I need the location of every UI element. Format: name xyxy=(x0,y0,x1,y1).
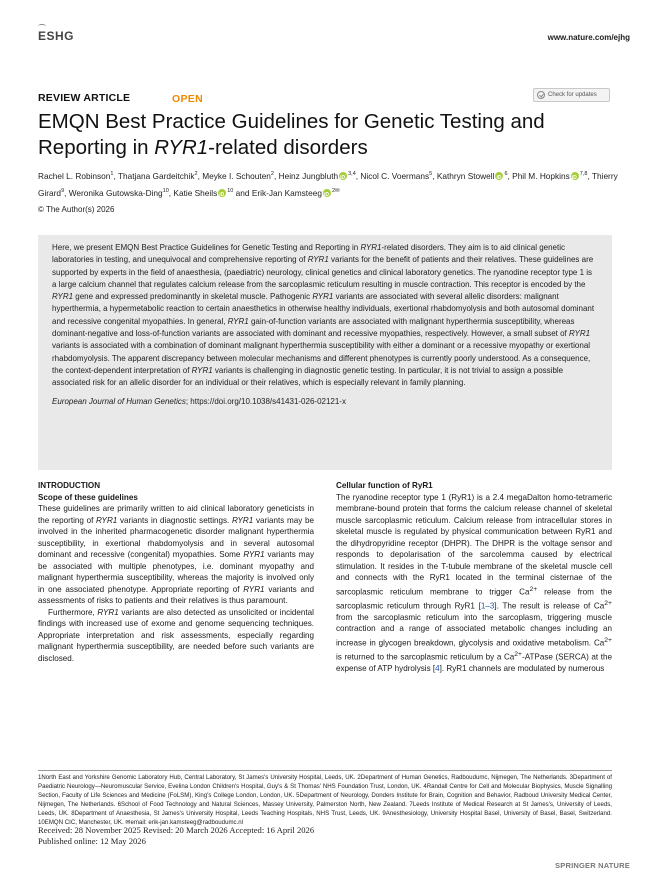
gene-name: RYR1 xyxy=(231,515,254,525)
published-date: Published online: 12 May 2026 xyxy=(38,836,146,846)
article-type: REVIEW ARTICLE xyxy=(38,92,131,104)
abstract-box xyxy=(38,235,612,470)
citation xyxy=(52,396,598,408)
abstract-text: Here, we present EMQN Best Practice Guidelines for Genetic Testing and Reporting in RYR1-related disorders. They aim is to aid clinical genetic laboratories in testing, and unequivocal and comprehensive reporting of RYR1 variants for the benefit of patients and their relatives. These guidelines are supported by experts in the field of anaesthesia, (paediatric) neurology, clinical genetics and clinical laboratory genetics. The ryanodine receptor type 1 is a large calcium channel that regulates calcium release from the sarcoplasmic reticulum resulting in muscle contraction. This receptor is encoded by the RYR1 gene and expressed predominantly in skeletal muscle. Pathogenic RYR1 variants are associated with several allelic disorders: malignant hyperthermia, a hypermetabolic reaction to certain anaesthetics in otherwise healthy individuals, exertional rhabdomyolysis and both autosomal dominant and recessive congenital myopathies. In general, RYR1 gain-of-function variants are associated with malignant hyperthermia susceptibility, whereas dominant-negative and loss-of-function variants are associated with dominant and recessive myopathies, respectively. However, a small subset of RYR1 variants is associated with a combination of dominant malignant hyperthermia susceptibility with either a dominant or a recessive myopathy or exertional rhabdomyolysis. The apparent discrepancy between molecular mechanisms and different phenotypes is currently poorly understood. As a consequence, the context-dependent interpretation of RYR1 variants is challenging in diagnostic genetic testing. In particular, it is not trivial to assign a possible associated risk for an allelic disorder for an individual or their relatives, which is especially relevant in family planning. xyxy=(52,243,595,388)
author-name[interactable]: Nicol C. Voermans xyxy=(360,170,430,181)
check-updates-button[interactable] xyxy=(533,88,610,102)
superscript: 2+ xyxy=(514,651,522,659)
gene-name: RYR1 xyxy=(191,365,213,375)
author-name[interactable]: Thatjana Gardeitchik xyxy=(117,170,195,181)
author-name[interactable]: Heinz Jungbluth xyxy=(278,170,339,181)
author-name[interactable]: Meyke I. Schouten xyxy=(202,170,271,181)
cellular-paragraph xyxy=(336,492,612,675)
gene-name: RYR1 xyxy=(569,329,591,339)
left-column xyxy=(38,480,314,664)
citation-doi[interactable]: ; https://doi.org/10.1038/s41431-026-02121-x xyxy=(185,396,346,406)
cellular-text-e: is returned to the sarcoplasmic reticulum by a Ca xyxy=(336,652,515,662)
title-gene: RYR1 xyxy=(154,136,209,159)
gene-name: RYR1 xyxy=(96,515,118,525)
gene-name: RYR1 xyxy=(360,243,382,252)
cellular-text-d: from the sarcoplasmic reticulum into the sarcoplasm, triggering muscle contraction and a range of associated metabolic changes including an increase in glycogen breakdown, glycolysis and oxidative metabolism. Ca xyxy=(336,612,612,648)
orcid-icon[interactable] xyxy=(495,172,503,180)
footer-divider xyxy=(38,770,612,771)
author-affiliation: 2 xyxy=(270,171,274,177)
author-affiliation: 3,4 xyxy=(348,171,356,177)
journal-logo: ESHG xyxy=(38,29,75,43)
author-name[interactable]: Thierry Girard xyxy=(38,170,618,198)
cellular-text-a: The ryanodine receptor type 1 (RyR1) is a 2.4 megaDalton homo-tetrameric membrane-bound protein that forms the calcium release channel of skeletal muscle sarcoplasmic reticulum. Calcium release from intracellular stores in skeletal muscle is regulated by physical communication between RyR1 and the dihydropyridine receptor (DHPR). The DHPR is the voltage sensor and responds to depolarisation of the sarcolemma caused by electrical stimulation. It resides in the T-tubule membrane of the skeletal muscle cell and connects with the RyR1 located in the terminal cisternae of the sarcoplasmic reticulum membrane to trigger Ca xyxy=(336,492,612,597)
gene-name: RYR1 xyxy=(307,255,329,265)
author-name[interactable]: Kathryn Stowell xyxy=(436,170,495,181)
reference-link-1[interactable]: 1–3 xyxy=(480,601,495,611)
author-list: Rachel L. Robinson$^1$, Thatjana Gardeitchik$^2$, Meyke I. Schouten$^2$, Heinz JungbluthiD $^{3,4}$, Nicol C. Voermans$^5$, Kathryn StowelliD $^6$, Phil M. HopkinsiD $^{7,8}$, Thierry Girard$^9$, Weronika Gutowska-Ding$^{10}$, Katie SheilsiD $^{10}$ and Erik-Jan KamsteegiD $^{2✉}$ xyxy=(38,167,638,201)
logo-mark xyxy=(38,24,46,28)
author-affiliation: 2✉ xyxy=(331,187,340,194)
section-heading-introduction: INTRODUCTION xyxy=(38,481,101,490)
superscript: 2+ xyxy=(604,599,612,607)
gene-name: RYR1 xyxy=(243,550,265,559)
author-affiliation: 5 xyxy=(429,171,433,177)
author-name[interactable]: Katie Sheils xyxy=(173,187,218,198)
orcid-icon[interactable] xyxy=(571,172,579,180)
right-column xyxy=(336,480,612,675)
scope-paragraph-2: Furthermore, RYR1 variants are also detected as unsolicited or incidental findings with increased use of exome and genome sequencing techniques. Appropriate interpretation and risk assessments, especially regarding malignant hyperthermia susceptibility, are needed before such variants are disclosed. xyxy=(38,607,314,663)
author-affiliation: 1 xyxy=(110,171,114,177)
superscript: 2+ xyxy=(529,585,538,593)
author-name[interactable]: Erik-Jan Kamsteeg xyxy=(251,187,322,198)
scope-paragraph-1: These guidelines are primarily written to aid clinical laboratory geneticists in the reporting of RYR1 variants in diagnostic settings. RYR1 variants may be involved in the inherited pharmacogenetic disorder malignant hyperthermia susceptibility, in exertional rhabdomyolysis and in several autosomal dominant and recessive (congenital) myopathies. Some RYR1 variants may be associated with multiple phenotypes, i.e. dominant myopathy and malignant hyperthermia susceptibility, whereas the majority is involved only in one associated phenotype. Appropriate reporting of RYR1 variants and assessments of risks to patients and their relatives is thus paramount. xyxy=(38,504,314,605)
author-name[interactable]: Phil M. Hopkins xyxy=(512,170,570,181)
author-affiliation: 9 xyxy=(61,187,65,194)
publisher-logo: SPRINGER NATURE xyxy=(555,861,630,870)
author-affiliation: 10 xyxy=(162,187,169,194)
gene-name: RYR1 xyxy=(52,292,74,302)
check-updates-label: Check for updates xyxy=(548,92,597,98)
affiliations: 1North East and Yorkshire Genomic Laboratory Hub, Central Laboratory, St James's University Hospital, Leeds, UK. 2Department of Human Genetics, Radboudumc, Nijmegen, The Netherlands. 3Department of Paediatric Neurology—Neuromuscular Service, Evelina London Children's Hospital, Guy's & St Thomas' NHS Foundation Trust, London, UK. 4Randall Centre for Cell and Molecular Biophysics, Muscle Signalling Section, Faculty of Life Sciences and Medicine (FoLSM), King's College London, London, UK. 5Department of Neurology, Donders Institute for Brain, Cognition and Behavior, Radboud University Medical Center, Nijmegen, The Netherlands. 6School of Food Technology and Natural Sciences, Massey University, Palmerston North, New Zealand. 7Leeds Institute of Medical Research at St James's, University of Leeds, Leeds, UK. 8Department of Anaesthesia, St James's University Hospital, Leeds Teaching Hospitals, NHS Trust, Leeds, UK. 9Anesthesiology, University Hospital Basel, University of Basel, Basel, Switzerland. 10EMQN CIC, Manchester, UK. ✉email: erik-jan.kamsteeg@radboudumc.nl xyxy=(38,774,612,826)
journal-url-link[interactable]: www.nature.com/ejhg xyxy=(547,33,630,42)
article-title xyxy=(38,109,638,161)
author-affiliation: 6 xyxy=(504,171,508,177)
author-affiliation: 7,8 xyxy=(579,171,588,177)
subheading-cellular-function: Cellular function of RyR1 xyxy=(336,481,433,490)
author-name[interactable]: Rachel L. Robinson xyxy=(38,170,111,181)
copyright: © The Author(s) 2026 xyxy=(38,205,115,214)
cellular-text-f: -ATPase (SERCA) at the expense of ATP hydrolysis [ xyxy=(336,652,612,674)
title-text-end: -related disorders xyxy=(208,136,368,159)
superscript: 2+ xyxy=(604,636,612,644)
cellular-text-b: release from the sarcoplasmic reticulum through RyR1 [ xyxy=(336,587,613,611)
subheading-scope: Scope of these guidelines xyxy=(38,492,138,502)
title-text: EMQN Best Practice Guidelines for Genetic Testing and Reporting in xyxy=(38,110,545,159)
gene-name: RYR1 xyxy=(243,584,265,594)
received-dates: Received: 28 November 2025 Revised: 20 March 2026 Accepted: 16 April 2026 xyxy=(38,825,315,835)
reference-link-2[interactable]: 4 xyxy=(435,664,440,674)
author-name[interactable]: Weronika Gutowska-Ding xyxy=(68,187,163,198)
cellular-text-c: ]. The result is release of Ca xyxy=(494,601,605,611)
open-access-label: OPEN xyxy=(172,93,203,105)
gene-name: RYR1 xyxy=(312,292,334,302)
orcid-icon[interactable] xyxy=(218,189,226,197)
gene-name: RYR1 xyxy=(97,607,119,617)
author-affiliation: 2 xyxy=(194,171,198,177)
author-affiliation: 10 xyxy=(227,187,234,194)
cellular-text-g: ]. RyR1 channels are modulated by numerous xyxy=(439,664,605,674)
orcid-icon[interactable] xyxy=(323,189,331,197)
check-icon xyxy=(537,91,545,99)
citation-journal: European Journal of Human Genetics xyxy=(52,396,186,406)
gene-name: RYR1 xyxy=(227,316,249,326)
orcid-icon[interactable] xyxy=(339,172,347,180)
